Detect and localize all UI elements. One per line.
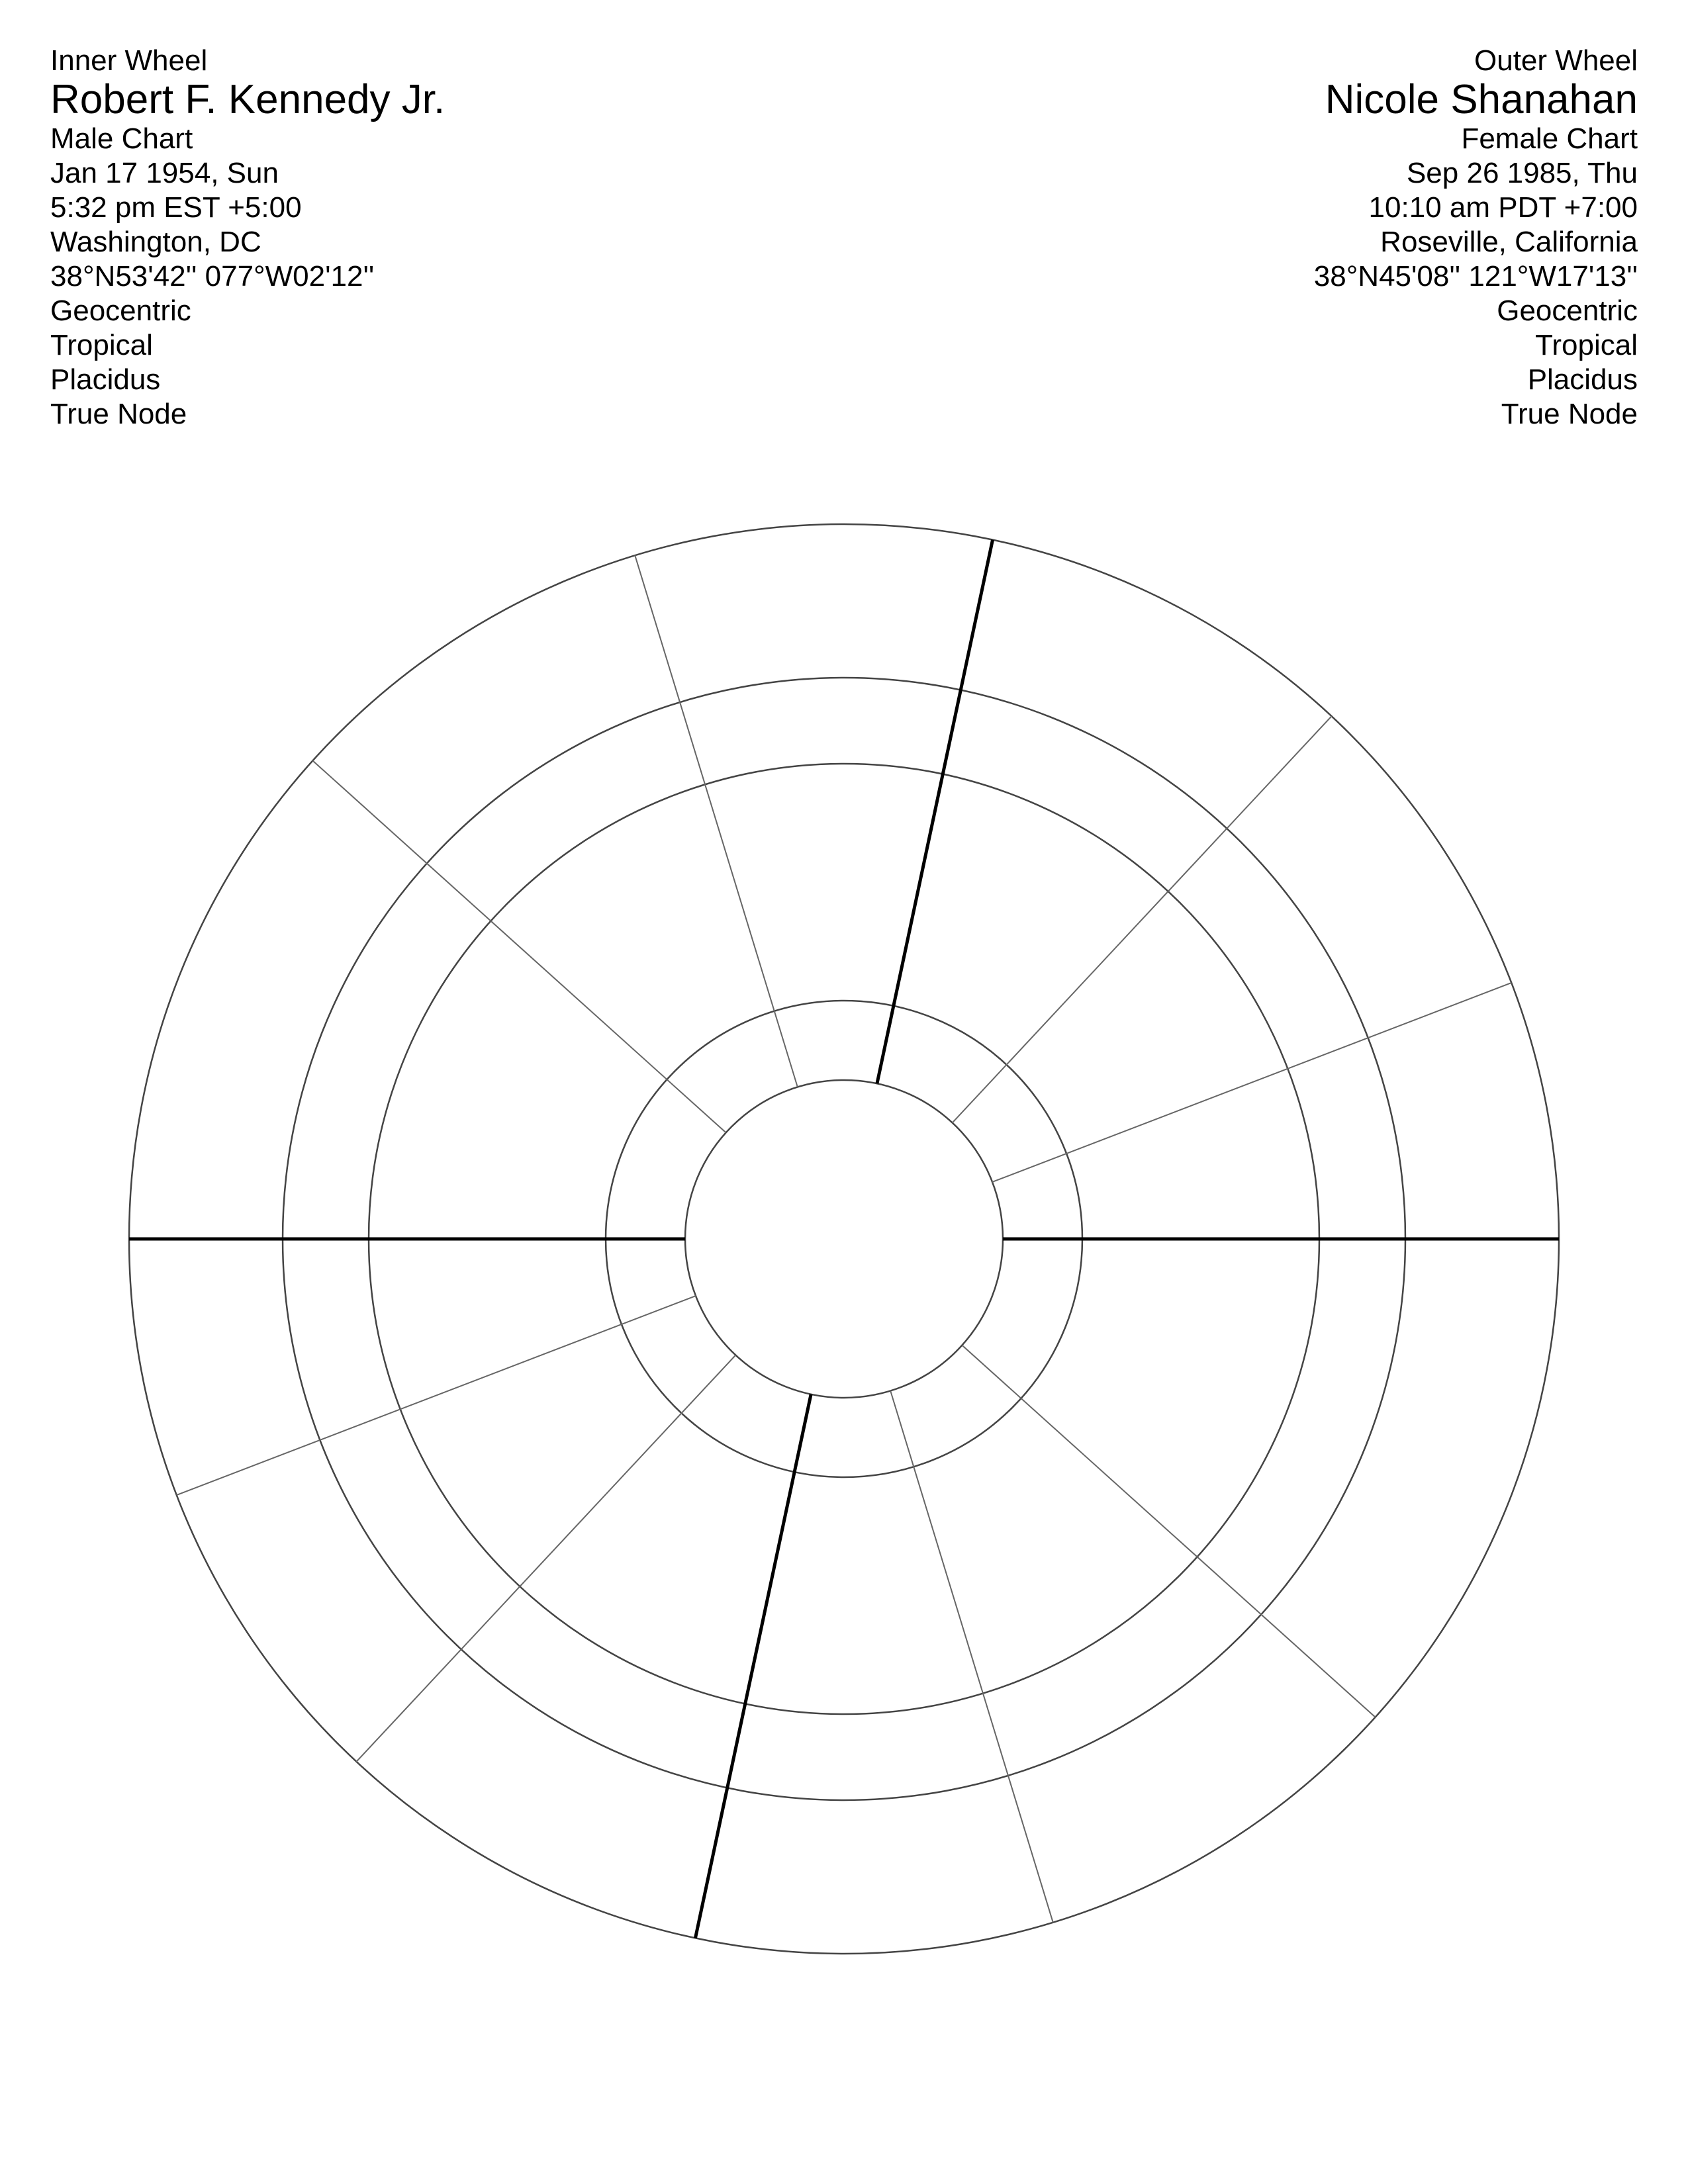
center-circle xyxy=(685,1080,1003,1398)
outer-chart-date: Sep 26 1985, Thu xyxy=(1406,157,1638,189)
outer-chart-node: True Node xyxy=(1501,398,1638,430)
cusp-line-9 xyxy=(953,716,1332,1122)
outer-chart-type: Female Chart xyxy=(1461,122,1638,155)
outer-chart-name: Nicole Shanahan xyxy=(1325,77,1638,122)
cusp-line-12 xyxy=(312,760,726,1132)
inner-chart-system: Tropical xyxy=(50,329,153,361)
inner-chart-node: True Node xyxy=(50,398,187,430)
inner-chart-type: Male Chart xyxy=(50,122,193,155)
cusp-line-2 xyxy=(177,1296,696,1495)
outer-chart-place: Roseville, California xyxy=(1380,226,1638,258)
inner-wheel-label: Inner Wheel xyxy=(50,44,208,77)
cusp-line-3 xyxy=(356,1355,735,1762)
outer-chart-time: 10:10 am PDT +7:00 xyxy=(1368,191,1638,224)
outer-chart-coords: 38°N45'08'' 121°W17'13'' xyxy=(1313,260,1638,293)
inner-chart-date: Jan 17 1954, Sun xyxy=(50,157,279,189)
inner-chart-time: 5:32 pm EST +5:00 xyxy=(50,191,302,224)
outer-wheel-label: Outer Wheel xyxy=(1474,44,1638,77)
inner-chart-houses: Placidus xyxy=(50,363,161,396)
inner-chart-coords: 38°N53'42'' 077°W02'12'' xyxy=(50,260,375,293)
cusp-line-5 xyxy=(890,1391,1053,1923)
outer-chart-houses: Placidus xyxy=(1527,363,1638,396)
cusp-line-4 xyxy=(695,1394,811,1938)
cusp-line-8 xyxy=(992,983,1511,1182)
cusp-line-10 xyxy=(877,540,993,1084)
house-cusp-lines xyxy=(129,540,1559,1938)
outer-chart-zodiac: Geocentric xyxy=(1497,295,1638,327)
inner-chart-place: Washington, DC xyxy=(50,226,261,258)
cusp-line-6 xyxy=(962,1345,1375,1717)
cusp-line-11 xyxy=(635,555,798,1087)
outer-chart-system: Tropical xyxy=(1535,329,1638,361)
inner-chart-name: Robert F. Kennedy Jr. xyxy=(50,77,445,122)
inner-chart-zodiac: Geocentric xyxy=(50,295,191,327)
